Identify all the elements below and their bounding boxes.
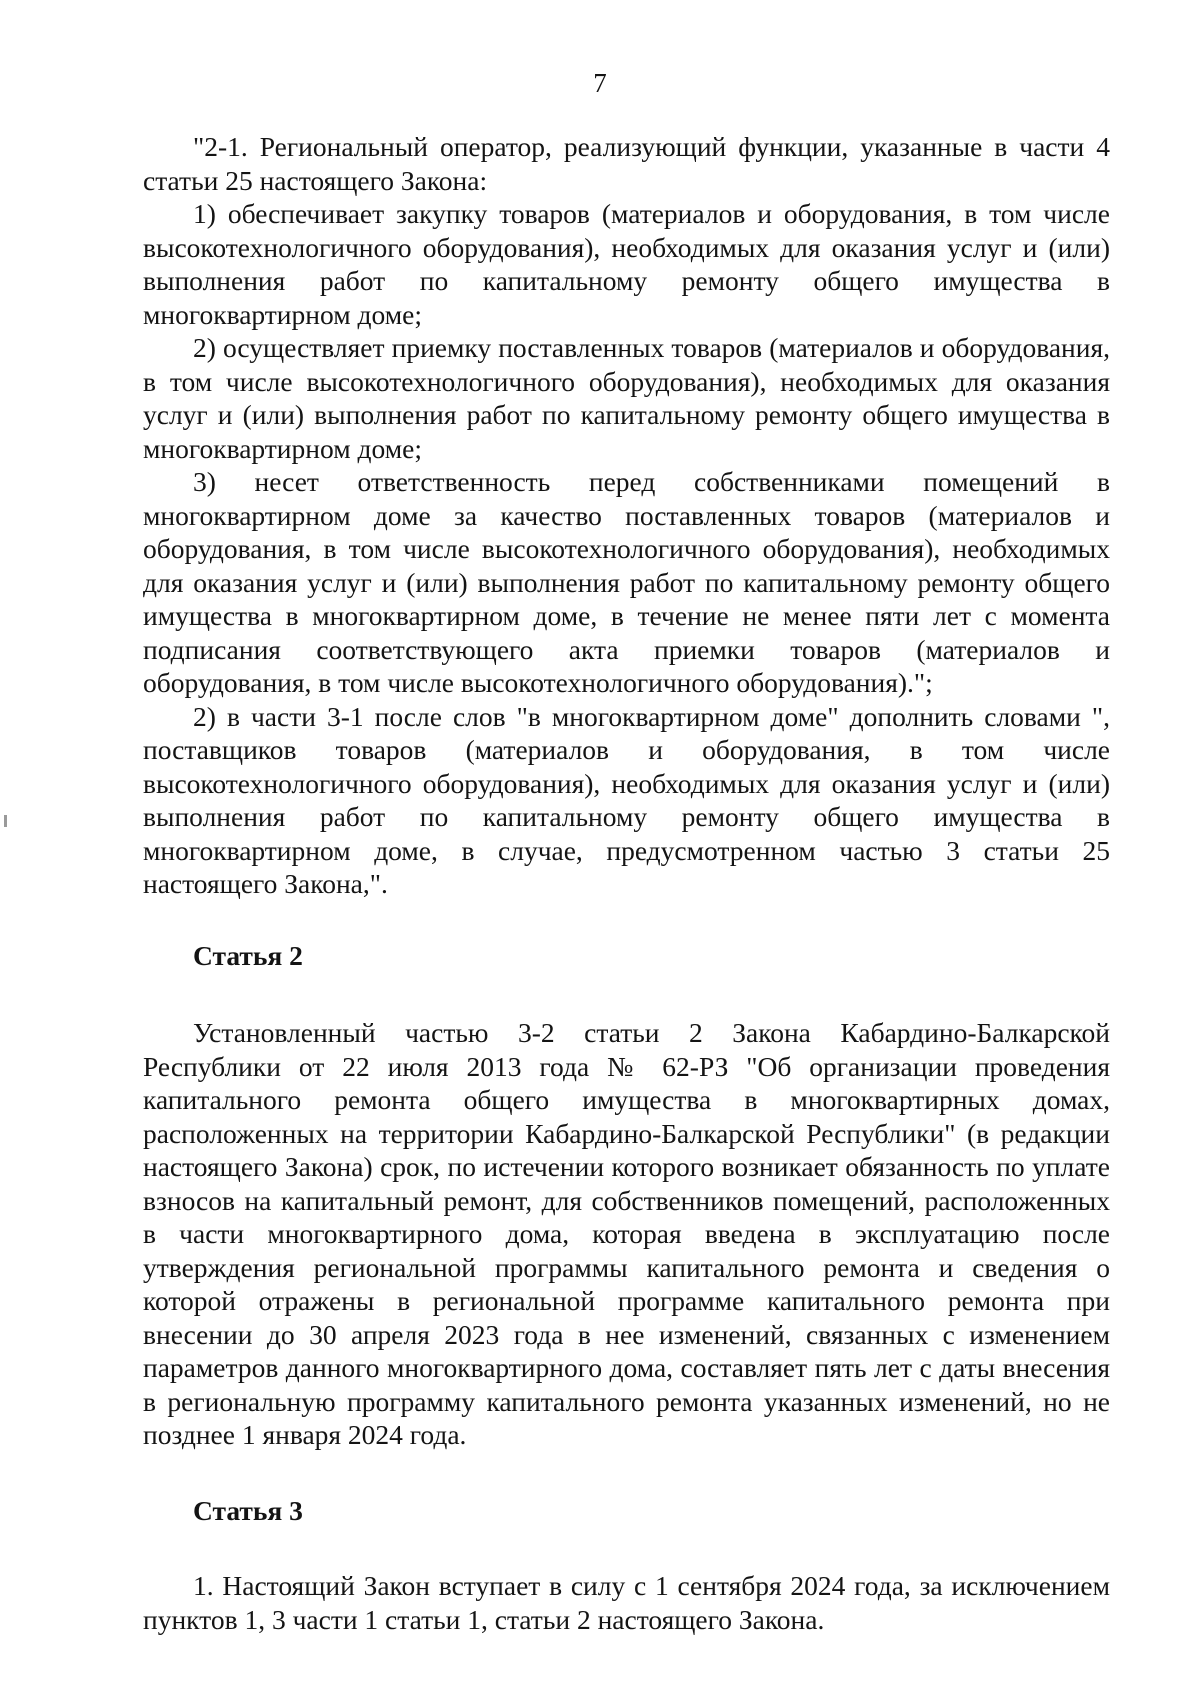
paragraph-item-2: 2) осуществляет приемку поставленных товаров (материалов и оборудования, в том числе высокотехнологичного оборудования), необходимых для оказания услуг и (или) выполнения работ по капитальному ремонту общего имущества в многоквартирном доме;	[143, 332, 1110, 464]
paragraph-2-1-intro: "2-1. Региональный оператор, реализующий функции, указанные в части 4 статьи 25 настоящего Закона:	[143, 131, 1110, 196]
article-2-text: Установленный частью 3-2 статьи 2 Закона Кабардино-Балкарской Республики от 22 июля 2013 года № 62-РЗ "Об организации проведения капитального ремонта общего имущества в многоквартирных домах, расположенных на территории Кабардино-Балкарской Республики" (в редакции настоящего Закона) срок, по истечении которого возникает обязанность по уплате взносов на капитальный ремонт, для собственников помещений, расположенных в части многоквартирного дома, которая введена в эксплуатацию после утверждения региональной программы капитального ремонта и сведения о которой отражены в региональной программе капитального ремонта при внесении до 30 апреля 2023 года в нее изменений, связанных с изменением параметров данного многоквартирного дома, составляет пять лет с даты внесения в региональную программу капитального ремонта указанных изменений, но не позднее 1 января 2024 года.	[143, 1017, 1110, 1450]
page-number: 7	[593, 68, 607, 98]
article-2-heading: Статья 2	[193, 939, 303, 971]
article-3-text: 1. Настоящий Закон вступает в силу с 1 сентября 2024 года, за исключением пунктов 1, 3 части 1 статьи 1, статьи 2 настоящего Закона.	[143, 1570, 1110, 1635]
margin-scan-mark	[4, 815, 7, 827]
document-body	[143, 130, 1110, 1636]
paragraph-item-3: 3) несет ответственность перед собственниками помещений в многоквартирном доме за качество поставленных товаров (материалов и оборудования, в том числе высокотехнологичного оборудования), необходимых для оказания услуг и (или) выполнения работ по капитальному ремонту общего имущества в многоквартирном доме, в течение не менее пяти лет с момента подписания соответствующего акта приемки товаров (материалов и оборудования, в том числе высокотехнологичного оборудования).";	[143, 466, 1110, 698]
paragraph-item-1: 1) обеспечивает закупку товаров (материалов и оборудования, в том числе высокотехнологичного оборудования), необходимых для оказания услуг и (или) выполнения работ по капитальному ремонту общего имущества в многоквартирном доме;	[143, 198, 1110, 330]
article-3-heading: Статья 3	[193, 1494, 303, 1526]
paragraph-amendment-3-1: 2) в части 3-1 после слов "в многоквартирном доме" дополнить словами ", поставщиков товаров (материалов и оборудования, в том числе высокотехнологичного оборудования), необходимых для оказания услуг и (или) выполнения работ по капитальному ремонту общего имущества в многоквартирном доме, в случае, предусмотренном частью 3 статьи 25 настоящего Закона,".	[143, 700, 1110, 899]
